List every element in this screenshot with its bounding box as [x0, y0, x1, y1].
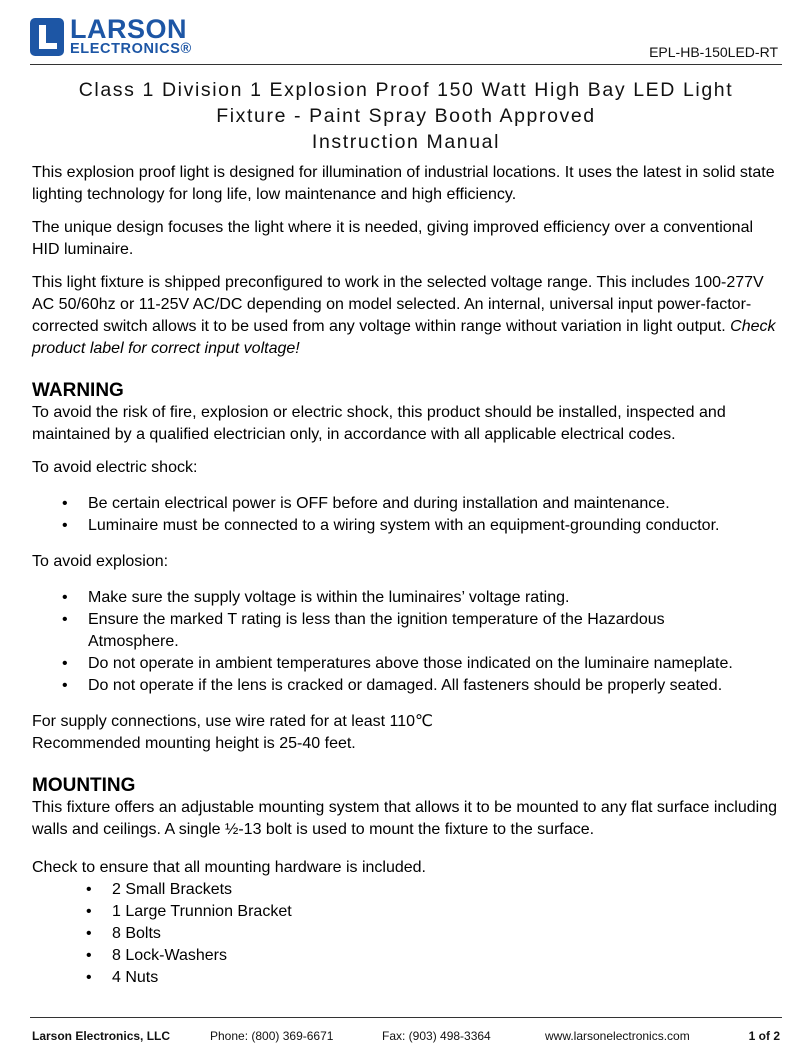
list-item: • 4 Nuts: [112, 967, 782, 989]
footer-company: Larson Electronics, LLC: [32, 1029, 171, 1043]
voltage-note: Check product label for correct input voltage!: [32, 318, 776, 357]
explosion-intro: To avoid explosion:: [32, 553, 169, 570]
footer-phone: Phone: (800) 369-6671: [210, 1029, 334, 1043]
warning-paragraph: To avoid the risk of fire, explosion or electric shock, this product should be installed, inspected and maintained by a qualified electrician only, in accordance with all applicable electrical codes.: [32, 404, 726, 443]
supply-connections-line: For supply connections, use wire rated for at least 110℃: [32, 713, 433, 730]
list-item: • 8 Bolts: [112, 923, 782, 945]
document-body: [32, 162, 782, 989]
logo-subtitle: ELECTRONICS®: [70, 41, 192, 57]
intro-paragraph-2: The unique design focuses the light where it is needed, giving improved efficiency over a conventional HID luminaire.: [32, 219, 754, 258]
explosion-list: [32, 587, 752, 697]
footer-website: www.larsonelectronics.com: [545, 1029, 690, 1043]
list-item: • Luminaire must be connected to a wiring system with an equipment-grounding conductor.: [88, 515, 782, 537]
intro-paragraph-1: This explosion proof light is designed for illumination of industrial locations. It uses the latest in solid state lighting technology for long life, low maintenance and high efficiency.: [32, 164, 775, 203]
title-line-2: Fixture - Paint Spray Booth Approved: [216, 105, 596, 127]
list-item: • 8 Lock-Washers: [112, 945, 782, 967]
shock-list: [32, 493, 782, 537]
footer-fax: Fax: (903) 498-3364: [382, 1029, 491, 1043]
document-code: EPL-HB-150LED-RT: [649, 44, 778, 60]
list-item: • 1 Large Trunnion Bracket: [112, 901, 782, 923]
list-item: • Make sure the supply voltage is within the luminaires’ voltage rating.: [88, 587, 752, 609]
mounting-heading: MOUNTING: [32, 775, 136, 796]
list-item: • Do not operate if the lens is cracked or damaged. All fasteners should be properly seated.: [88, 675, 752, 697]
list-item: • Be certain electrical power is OFF before and during installation and maintenance.: [88, 493, 782, 515]
list-item: • Do not operate in ambient temperatures above those indicated on the luminaire nameplate.: [88, 653, 752, 675]
footer-divider: [30, 1017, 782, 1018]
intro-paragraph-3-text: This light fixture is shipped preconfigured to work in the selected voltage range. This includes 100-277V AC 50/60hz or 11-25V AC/DC depending on model selected. An internal, universal input power-factor-corrected switch allows it to be used from any voltage within range without variation in light output.: [32, 274, 764, 335]
intro-paragraph-3: [32, 272, 782, 360]
list-item: • 2 Small Brackets: [112, 879, 782, 901]
header-divider: [30, 64, 782, 65]
title-line-1: Class 1 Division 1 Explosion Proof 150 Watt High Bay LED Light: [78, 79, 734, 101]
hardware-check-line: Check to ensure that all mounting hardware is included.: [32, 859, 426, 876]
mounting-height-line: Recommended mounting height is 25-40 feet.: [32, 735, 356, 752]
list-item: • Ensure the marked T rating is less than the ignition temperature of the Hazardous Atmosphere.: [88, 609, 708, 653]
shock-intro: To avoid electric shock:: [32, 459, 198, 476]
page-header: [30, 14, 782, 66]
logo-wordmark: LARSON: [70, 14, 187, 44]
warning-heading: WARNING: [32, 380, 124, 401]
page-footer: [30, 1029, 782, 1045]
document-title: [30, 77, 782, 155]
title-line-3: Instruction Manual: [311, 131, 501, 153]
company-logo: [30, 14, 230, 64]
larson-logo-mark-icon: [30, 18, 64, 56]
footer-page-number: 1 of 2: [748, 1029, 780, 1043]
hardware-list: [32, 879, 782, 989]
mounting-paragraph: This fixture offers an adjustable mounting system that allows it to be mounted to any flat surface including walls and ceilings. A single ½-13 bolt is used to mount the fixture to the surface.: [32, 799, 777, 838]
